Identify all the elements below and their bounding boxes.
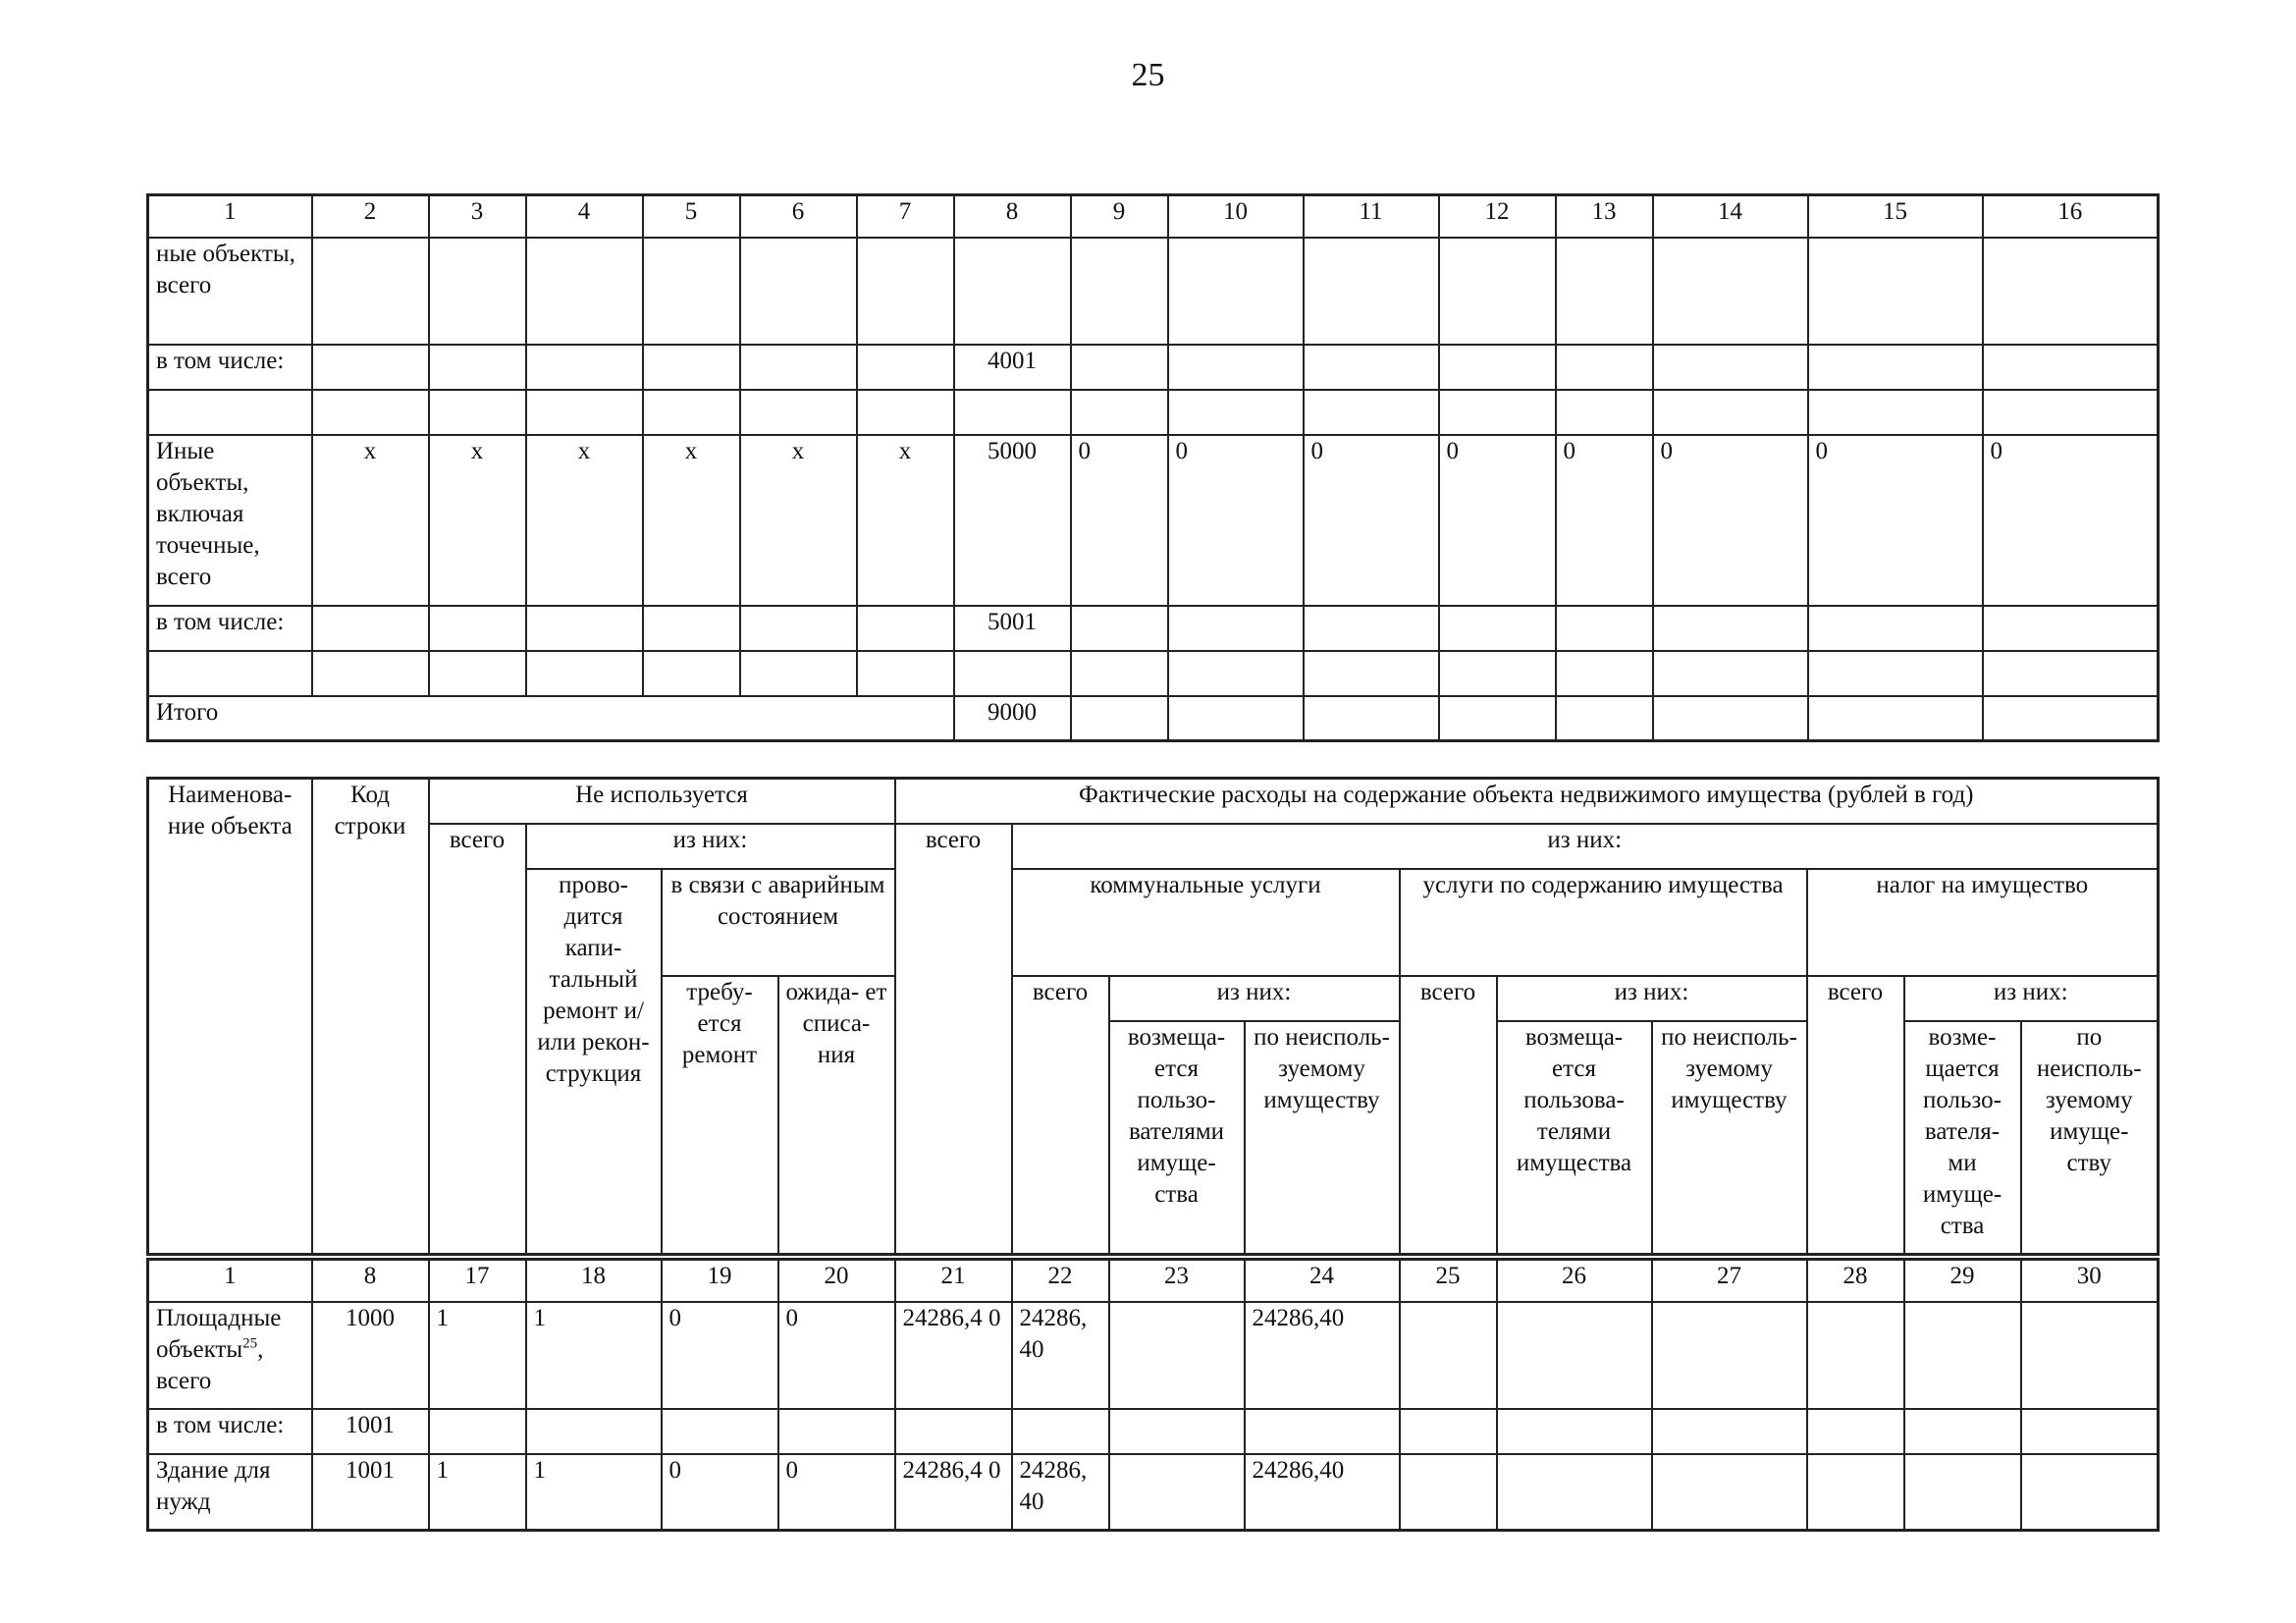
cell bbox=[2021, 1302, 2159, 1409]
cell bbox=[740, 651, 857, 696]
cell bbox=[1652, 1454, 1807, 1531]
cell bbox=[429, 390, 526, 435]
column-number: 14 bbox=[1653, 195, 1808, 238]
cell bbox=[1983, 606, 2159, 651]
maintenance-total-header: всего bbox=[1400, 976, 1497, 1255]
column-number: 8 bbox=[312, 1260, 429, 1302]
cell bbox=[429, 606, 526, 651]
cell bbox=[643, 238, 740, 345]
object-name-cell bbox=[148, 651, 312, 696]
costs-total-header: всего bbox=[895, 824, 1012, 1255]
cell bbox=[1983, 390, 2159, 435]
cell bbox=[895, 1409, 1012, 1454]
cell: 0 bbox=[778, 1302, 895, 1409]
column-number: 15 bbox=[1808, 195, 1983, 238]
cell bbox=[1071, 345, 1168, 390]
cell: 0 bbox=[1168, 435, 1304, 606]
cell: 1 bbox=[526, 1454, 662, 1531]
maintenance-of-them-header: из них: bbox=[1497, 976, 1807, 1021]
cell bbox=[2021, 1454, 2159, 1531]
column-number: 2 bbox=[312, 195, 429, 238]
object-name-header: Наименова- ние объекта bbox=[148, 779, 312, 1255]
table-row bbox=[148, 435, 2159, 606]
row-code-cell: 4001 bbox=[954, 345, 1071, 390]
cell bbox=[1808, 345, 1983, 390]
cell bbox=[1304, 345, 1439, 390]
cell bbox=[1439, 606, 1556, 651]
costs-data-table bbox=[146, 1258, 2160, 1532]
column-number: 13 bbox=[1556, 195, 1653, 238]
cell: 0 bbox=[1808, 435, 1983, 606]
cell bbox=[1556, 606, 1653, 651]
cell: х bbox=[429, 435, 526, 606]
object-name-cell: в том числе: bbox=[148, 345, 312, 390]
cell bbox=[1109, 1302, 1245, 1409]
row-code-cell bbox=[954, 651, 1071, 696]
cell bbox=[1808, 651, 1983, 696]
cell bbox=[1653, 345, 1808, 390]
cell bbox=[1071, 651, 1168, 696]
cell bbox=[1556, 651, 1653, 696]
column-number: 30 bbox=[2021, 1260, 2159, 1302]
cell: 0 bbox=[1439, 435, 1556, 606]
total-row bbox=[148, 696, 2159, 741]
cell: 24286,4 0 bbox=[895, 1302, 1012, 1409]
cell: х bbox=[643, 435, 740, 606]
cell bbox=[312, 238, 429, 345]
column-number: 20 bbox=[778, 1260, 895, 1302]
unused-tax-header: по неисполь- зуемому имуще- ству bbox=[2021, 1021, 2159, 1255]
cell bbox=[740, 238, 857, 345]
cell bbox=[429, 345, 526, 390]
column-number: 6 bbox=[740, 195, 857, 238]
row-code-cell: 5001 bbox=[954, 606, 1071, 651]
column-number: 22 bbox=[1012, 1260, 1109, 1302]
row-code-header: Код строки bbox=[312, 779, 429, 1255]
cell: 0 bbox=[1653, 435, 1808, 606]
reimbursed-maintenance-header: возмеща- ется пользова- телями имущества bbox=[1497, 1021, 1652, 1255]
cell bbox=[312, 651, 429, 696]
table-row bbox=[148, 345, 2159, 390]
cell bbox=[526, 1409, 662, 1454]
cell bbox=[1400, 1454, 1497, 1531]
table-row bbox=[148, 651, 2159, 696]
cell bbox=[643, 651, 740, 696]
page-number: 25 bbox=[1131, 57, 1165, 93]
cell: 24286,4 0 bbox=[895, 1454, 1012, 1531]
cell bbox=[2021, 1409, 2159, 1454]
table-row bbox=[148, 606, 2159, 651]
cell bbox=[1304, 238, 1439, 345]
cell bbox=[526, 651, 643, 696]
cell bbox=[1439, 390, 1556, 435]
cell bbox=[1304, 696, 1439, 741]
column-number: 3 bbox=[429, 195, 526, 238]
cell: 24286, 40 bbox=[1012, 1302, 1109, 1409]
cell bbox=[526, 345, 643, 390]
cell bbox=[662, 1409, 778, 1454]
cell bbox=[1439, 696, 1556, 741]
row-code-cell bbox=[954, 390, 1071, 435]
cell bbox=[857, 238, 954, 345]
cell bbox=[643, 390, 740, 435]
emergency-header: в связи с аварийным состоянием bbox=[662, 869, 895, 976]
top-table bbox=[146, 193, 2160, 742]
cell bbox=[429, 1409, 526, 1454]
cell bbox=[1808, 390, 1983, 435]
column-number: 8 bbox=[954, 195, 1071, 238]
cell: 0 bbox=[1071, 435, 1168, 606]
capital-repair-header: прово- дится капи- тальный ремонт и/или рекон- струкция bbox=[526, 869, 662, 1255]
cell: х bbox=[740, 435, 857, 606]
cell bbox=[1304, 651, 1439, 696]
cell: 0 bbox=[1304, 435, 1439, 606]
column-number: 1 bbox=[148, 195, 312, 238]
column-number: 9 bbox=[1071, 195, 1168, 238]
row-code-cell: 1000 bbox=[312, 1302, 429, 1409]
cell bbox=[1304, 390, 1439, 435]
cell bbox=[1652, 1409, 1807, 1454]
column-number: 29 bbox=[1904, 1260, 2021, 1302]
table-row bbox=[148, 1302, 2159, 1409]
cell bbox=[1400, 1302, 1497, 1409]
cell bbox=[1439, 345, 1556, 390]
costs-header-table bbox=[146, 777, 2160, 1256]
cell bbox=[1808, 606, 1983, 651]
cell bbox=[312, 390, 429, 435]
column-number: 28 bbox=[1807, 1260, 1904, 1302]
column-number: 5 bbox=[643, 195, 740, 238]
cell bbox=[1109, 1409, 1245, 1454]
cell bbox=[1497, 1409, 1652, 1454]
cell bbox=[1497, 1454, 1652, 1531]
cell bbox=[1807, 1302, 1904, 1409]
cell bbox=[1556, 390, 1653, 435]
costs-of-them-header: из них: bbox=[1012, 824, 2159, 869]
cell bbox=[1304, 606, 1439, 651]
not-used-header: Не используется bbox=[429, 779, 895, 824]
object-name-cell bbox=[148, 1302, 312, 1409]
column-number: 17 bbox=[429, 1260, 526, 1302]
cell bbox=[526, 606, 643, 651]
unused-maintenance-header: по неисполь- зуемому имуществу bbox=[1652, 1021, 1807, 1255]
cell bbox=[1983, 651, 2159, 696]
cell bbox=[1071, 390, 1168, 435]
cell bbox=[778, 1409, 895, 1454]
cell bbox=[1071, 606, 1168, 651]
cell bbox=[1439, 651, 1556, 696]
column-number: 21 bbox=[895, 1260, 1012, 1302]
cell: 0 bbox=[1556, 435, 1653, 606]
data-header-row bbox=[148, 1260, 2159, 1302]
object-name-cell: ные объекты, всего bbox=[148, 238, 312, 345]
cell bbox=[1983, 238, 2159, 345]
cell: 0 bbox=[662, 1454, 778, 1531]
cell bbox=[857, 345, 954, 390]
total-code: 9000 bbox=[954, 696, 1071, 741]
cell bbox=[1168, 651, 1304, 696]
cell: х bbox=[526, 435, 643, 606]
cell bbox=[643, 606, 740, 651]
tax-of-them-header: из них: bbox=[1904, 976, 2159, 1021]
cell bbox=[526, 238, 643, 345]
cell bbox=[312, 345, 429, 390]
cell bbox=[1808, 238, 1983, 345]
cell: 24286, 40 bbox=[1012, 1454, 1109, 1531]
cell: х bbox=[857, 435, 954, 606]
object-name: Здание для нужд bbox=[156, 1456, 271, 1515]
reimbursed-tax-header: возме- щается пользо- вателя- ми имуще- ства bbox=[1904, 1021, 2021, 1255]
row-code-cell bbox=[954, 238, 1071, 345]
cell bbox=[1071, 238, 1168, 345]
cell bbox=[1400, 1409, 1497, 1454]
object-name-cell: Иные объекты, включая точечные, всего bbox=[148, 435, 312, 606]
cell bbox=[857, 390, 954, 435]
total-label: Итого bbox=[148, 696, 954, 741]
column-number: 25 bbox=[1400, 1260, 1497, 1302]
cell bbox=[1245, 1409, 1400, 1454]
object-name-cell bbox=[148, 1409, 312, 1454]
table-row bbox=[148, 1409, 2159, 1454]
cell bbox=[740, 390, 857, 435]
column-number: 11 bbox=[1304, 195, 1439, 238]
row-code-cell: 5000 bbox=[954, 435, 1071, 606]
cell: 0 bbox=[778, 1454, 895, 1531]
cell bbox=[1983, 696, 2159, 741]
footnote-ref: 25 bbox=[242, 1335, 258, 1352]
unused-utilities-header: по неисполь- зуемому имуществу bbox=[1245, 1021, 1400, 1255]
cell: 24286,40 bbox=[1245, 1454, 1400, 1531]
table-row bbox=[148, 390, 2159, 435]
cell bbox=[1653, 651, 1808, 696]
needs-repair-header: требу- ется ремонт bbox=[662, 976, 778, 1255]
tax-total-header: всего bbox=[1807, 976, 1904, 1255]
cell bbox=[1983, 345, 2159, 390]
utilities-header: коммунальные услуги bbox=[1012, 869, 1400, 976]
cell bbox=[1653, 606, 1808, 651]
cell bbox=[1168, 390, 1304, 435]
column-number: 19 bbox=[662, 1260, 778, 1302]
column-number: 27 bbox=[1652, 1260, 1807, 1302]
cell bbox=[1556, 238, 1653, 345]
cell bbox=[1807, 1454, 1904, 1531]
cell: 24286,40 bbox=[1245, 1302, 1400, 1409]
object-name-suffix: , всего bbox=[156, 1335, 264, 1394]
utilities-of-them-header: из них: bbox=[1109, 976, 1400, 1021]
object-name-cell bbox=[148, 1454, 312, 1531]
cell bbox=[1109, 1454, 1245, 1531]
cell bbox=[740, 345, 857, 390]
row-code-cell: 1001 bbox=[312, 1454, 429, 1531]
cell bbox=[740, 606, 857, 651]
object-name-cell: в том числе: bbox=[148, 606, 312, 651]
column-number: 24 bbox=[1245, 1260, 1400, 1302]
cell bbox=[1904, 1409, 2021, 1454]
column-number: 1 bbox=[148, 1260, 312, 1302]
cell bbox=[1904, 1454, 2021, 1531]
cell bbox=[1653, 238, 1808, 345]
cell bbox=[1904, 1302, 2021, 1409]
cell bbox=[1556, 696, 1653, 741]
object-name: в том числе: bbox=[156, 1411, 285, 1438]
cell bbox=[1556, 345, 1653, 390]
column-number: 4 bbox=[526, 195, 643, 238]
cell bbox=[1168, 238, 1304, 345]
top-header-row bbox=[148, 195, 2159, 238]
awaits-writeoff-header: ожида- ет списа- ния bbox=[778, 976, 895, 1255]
cell: 0 bbox=[1983, 435, 2159, 606]
not-used-total-header: всего bbox=[429, 824, 526, 1255]
table-row bbox=[148, 238, 2159, 345]
cell bbox=[1497, 1302, 1652, 1409]
cell bbox=[1168, 345, 1304, 390]
cell bbox=[1652, 1302, 1807, 1409]
cell bbox=[1807, 1409, 1904, 1454]
column-number: 10 bbox=[1168, 195, 1304, 238]
cell bbox=[857, 606, 954, 651]
column-number: 26 bbox=[1497, 1260, 1652, 1302]
cell bbox=[1653, 390, 1808, 435]
cell bbox=[1012, 1409, 1109, 1454]
row-code-cell: 1001 bbox=[312, 1409, 429, 1454]
cell bbox=[1168, 696, 1304, 741]
not-used-of-them-header: из них: bbox=[526, 824, 895, 869]
column-number: 23 bbox=[1109, 1260, 1245, 1302]
maintenance-header: услуги по содержанию имущества bbox=[1400, 869, 1807, 976]
column-number: 18 bbox=[526, 1260, 662, 1302]
cell bbox=[857, 651, 954, 696]
actual-costs-header: Фактические расходы на содержание объекта недвижимого имущества (рублей в год) bbox=[895, 779, 2159, 824]
cell bbox=[429, 238, 526, 345]
object-name-cell bbox=[148, 390, 312, 435]
cell bbox=[1653, 696, 1808, 741]
cell: 1 bbox=[429, 1302, 526, 1409]
cell bbox=[526, 390, 643, 435]
cell bbox=[643, 345, 740, 390]
cell: 0 bbox=[662, 1302, 778, 1409]
utilities-total-header: всего bbox=[1012, 976, 1109, 1255]
table-row bbox=[148, 1454, 2159, 1531]
column-number: 16 bbox=[1983, 195, 2159, 238]
cell: 1 bbox=[429, 1454, 526, 1531]
property-tax-header: налог на имущество bbox=[1807, 869, 2159, 976]
cell bbox=[312, 606, 429, 651]
cell bbox=[1808, 696, 1983, 741]
cell bbox=[429, 651, 526, 696]
reimbursed-utilities-header: возмеща- ется пользо- вателями имуще- ства bbox=[1109, 1021, 1245, 1255]
cell bbox=[1168, 606, 1304, 651]
column-number: 7 bbox=[857, 195, 954, 238]
column-number: 12 bbox=[1439, 195, 1556, 238]
cell bbox=[1071, 696, 1168, 741]
object-name: Площадные объекты bbox=[156, 1304, 282, 1363]
cell bbox=[1439, 238, 1556, 345]
cell: 1 bbox=[526, 1302, 662, 1409]
cell: х bbox=[312, 435, 429, 606]
